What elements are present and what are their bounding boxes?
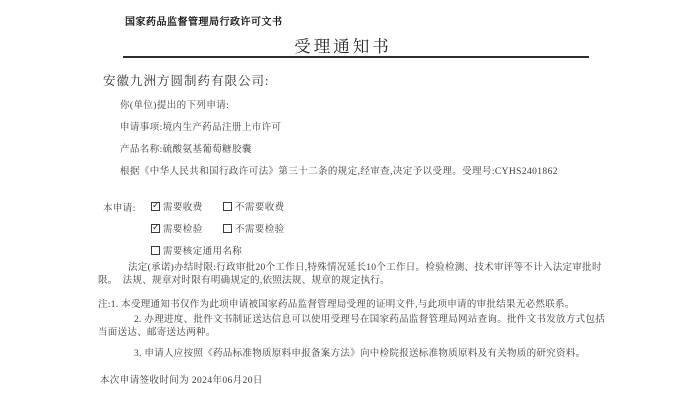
- statutory-time-limit-paragraph: 法定(承诺)办结时限:行政审批20个工作日,特殊情况延长10个工作日。检验检测、技术审评等不计入法定审批时限。 法规、规章对时限有明确规定的,依照法规、规章的规定执行。: [98, 263, 602, 286]
- option-inspection-not-required: [223, 221, 285, 235]
- acceptance-decision-line: 根据《中华人民共和国行政许可法》第三十二条的规定,经审查,决定予以受理。受理号:CYHS2401862: [120, 167, 558, 177]
- checkbox-label: 需要收费: [163, 203, 203, 213]
- option-fee-not-required: [223, 199, 285, 213]
- note-3: 3. 申请人应按照《药品标准物质原料申报备案方法》向中检院报送标准物质原料及有关物质的研究资料。: [134, 349, 586, 359]
- checkbox-label: 不需要检验: [235, 225, 285, 235]
- checkbox-row-fee: [151, 199, 285, 213]
- checkbox-label: 不需要收费: [235, 203, 285, 213]
- checkbox-unchecked-icon: [223, 202, 232, 211]
- title-divider-rule: [123, 56, 589, 58]
- checkbox-section-label: 本申请:: [103, 204, 136, 214]
- option-generic-name-approval: [151, 243, 242, 257]
- recipient-company-name: 安徽九洲方圆制药有限公司:: [103, 74, 270, 88]
- checkbox-unchecked-icon: [151, 246, 160, 255]
- checkbox-row-inspection: [151, 221, 285, 235]
- checkbox-label: 需要检验: [163, 225, 203, 235]
- document-type-label: 国家药品监督管理局行政许可文书: [125, 17, 283, 28]
- intro-line: 你(单位)提出的下列申请:: [120, 101, 230, 111]
- note-1: 注:1. 本受理通知书仅作为此项申请被国家药品监督管理局受理的证明文件,与此项申请的审批结果无必然联系。: [98, 300, 575, 310]
- checkbox-label: 需要核定通用名称: [163, 247, 243, 257]
- note-2: 2. 办理进度、批件文书制证送达信息可以使用受理号在国家药品监督管理局网站查询。批件文书发放方式包括当面送达、邮寄送达两种。: [98, 315, 606, 338]
- sign-date-line: 本次申请签收时间为 2024年06月20日: [100, 376, 263, 386]
- checkbox-unchecked-icon: [223, 224, 232, 233]
- option-fee-required: [151, 199, 223, 213]
- page-title: 受理通知书: [294, 37, 392, 56]
- checkbox-row-generic-name: [151, 243, 242, 257]
- checkbox-checked-icon: ✓: [152, 200, 160, 211]
- product-name-line: 产品名称:硫酸氨基葡萄糖胶囊: [120, 145, 252, 155]
- checkbox-checked-icon: ✓: [152, 222, 160, 233]
- application-item-line: 申请事项:境内生产药品注册上市许可: [120, 123, 282, 133]
- option-inspection-required: [151, 221, 223, 235]
